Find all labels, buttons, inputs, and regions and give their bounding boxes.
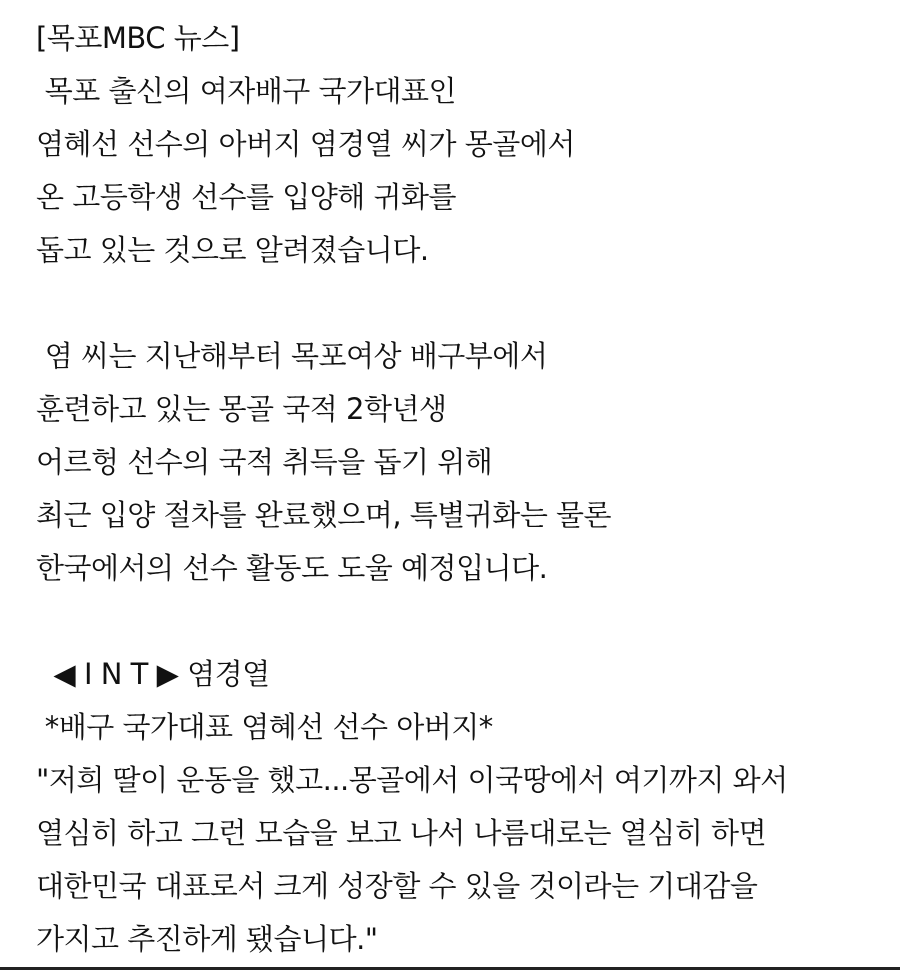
quote-line: 열심히 하고 그런 모습을 보고 나서 나름대로는 열심히 하면 — [36, 816, 767, 850]
paragraph-spacer — [36, 595, 886, 648]
paragraph-intro — [36, 65, 886, 277]
paragraph-line: 돕고 있는 것으로 알려졌습니다. — [36, 233, 429, 267]
paragraph-line: 온 고등학생 선수를 입양해 귀화를 — [36, 180, 457, 214]
quote-line: 대한민국 대표로서 크게 성장할 수 있을 것이라는 기대감을 — [36, 869, 758, 903]
paragraph-line: 어르헝 선수의 국적 취득을 돕기 위해 — [36, 445, 493, 479]
paragraph-line: 한국에서의 선수 활동도 도울 예정입니다. — [36, 551, 548, 585]
paragraph-details — [36, 330, 886, 595]
interview-block — [36, 648, 886, 966]
source-tag: [목포MBC 뉴스] — [36, 21, 240, 55]
interview-tag: ◀ I N T ▶ 염경열 — [36, 657, 270, 691]
paragraph-line: 목포 출신의 여자배구 국가대표인 — [36, 74, 457, 108]
news-article — [36, 12, 886, 966]
paragraph-line: 염 씨는 지난해부터 목포여상 배구부에서 — [36, 339, 548, 373]
paragraph-line: 염혜선 선수의 아버지 염경열 씨가 몽골에서 — [36, 127, 575, 161]
paragraph-line: 훈련하고 있는 몽골 국적 2학년생 — [36, 392, 447, 426]
quote-line: "저희 딸이 운동을 했고...몽골에서 이국땅에서 여기까지 와서 — [36, 763, 788, 797]
speaker-role: *배구 국가대표 염혜선 선수 아버지* — [36, 710, 493, 744]
paragraph-line: 최근 입양 절차를 완료했으며, 특별귀화는 물론 — [36, 498, 612, 532]
quote-line: 가지고 추진하게 됐습니다." — [36, 922, 378, 956]
paragraph-spacer — [36, 277, 886, 330]
